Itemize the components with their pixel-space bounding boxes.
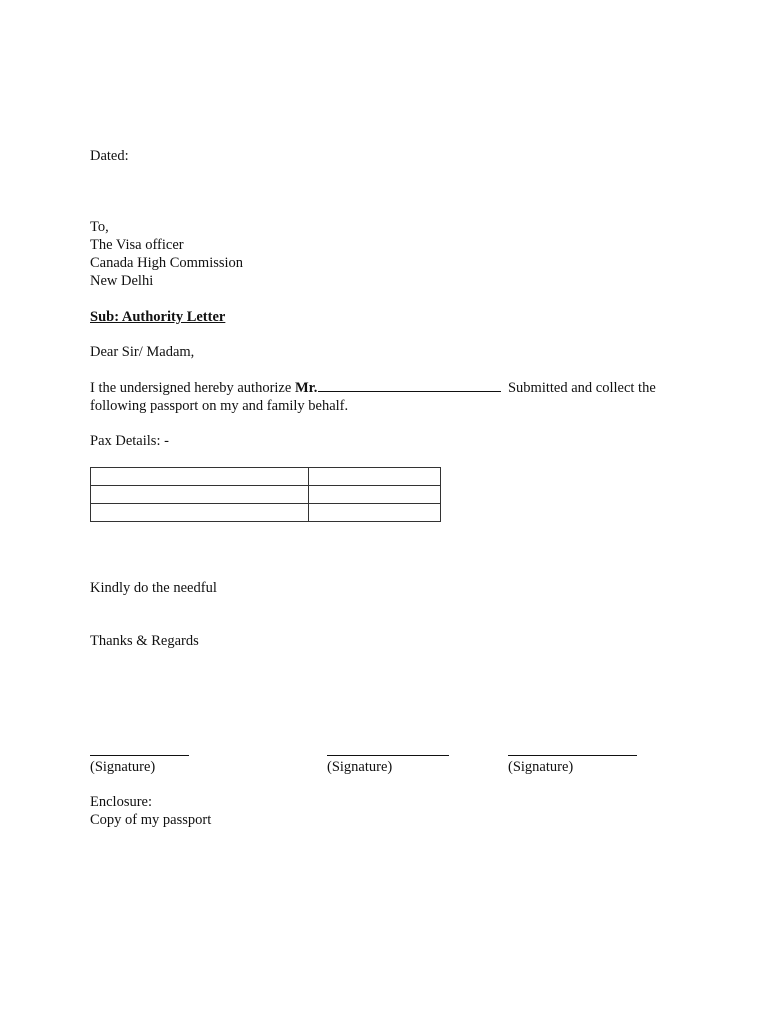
- recipient-line-2: Canada High Commission: [90, 255, 244, 271]
- pax-details-label: Pax Details: -: [90, 433, 169, 449]
- name-blank-line: [318, 379, 501, 392]
- signature-label: (Signature): [327, 759, 393, 775]
- recipient-line-1: The Visa officer: [90, 237, 184, 253]
- signature-block-3: [508, 738, 637, 776]
- body-line-1: [90, 379, 656, 397]
- closing-request: Kindly do the needful: [90, 580, 217, 596]
- body-line-2: following passport on my and family behalf.: [90, 398, 349, 414]
- signature-line: [508, 738, 637, 756]
- pax-table-row: [91, 468, 441, 486]
- pax-table-cell: [91, 504, 309, 522]
- pax-table-cell: [309, 504, 441, 522]
- pax-table-row: [91, 504, 441, 522]
- signature-label: (Signature): [90, 759, 156, 775]
- signature-label: (Signature): [508, 759, 574, 775]
- pax-table-cell: [91, 468, 309, 486]
- dated-label: Dated:: [90, 148, 129, 164]
- pax-table-row: [91, 486, 441, 504]
- pax-table-cell: [309, 468, 441, 486]
- body-after-blank: Submitted and collect the: [504, 380, 656, 396]
- body-mr: Mr.: [294, 380, 318, 396]
- pax-details-table: [90, 467, 441, 522]
- subject-line: Sub: Authority Letter: [90, 309, 226, 325]
- signature-block-2: [327, 738, 449, 776]
- salutation: Dear Sir/ Madam,: [90, 344, 195, 360]
- body-intro: I the undersigned hereby authorize: [90, 380, 295, 396]
- pax-table-cell: [91, 486, 309, 504]
- enclosure-item: Copy of my passport: [90, 812, 212, 828]
- pax-table-cell: [309, 486, 441, 504]
- to-label: To,: [90, 219, 109, 235]
- signature-line: [90, 738, 189, 756]
- enclosure-label: Enclosure:: [90, 794, 153, 810]
- recipient-line-3: New Delhi: [90, 273, 154, 289]
- signature-line: [327, 738, 449, 756]
- regards: Thanks & Regards: [90, 633, 199, 649]
- signature-block-1: [90, 738, 189, 776]
